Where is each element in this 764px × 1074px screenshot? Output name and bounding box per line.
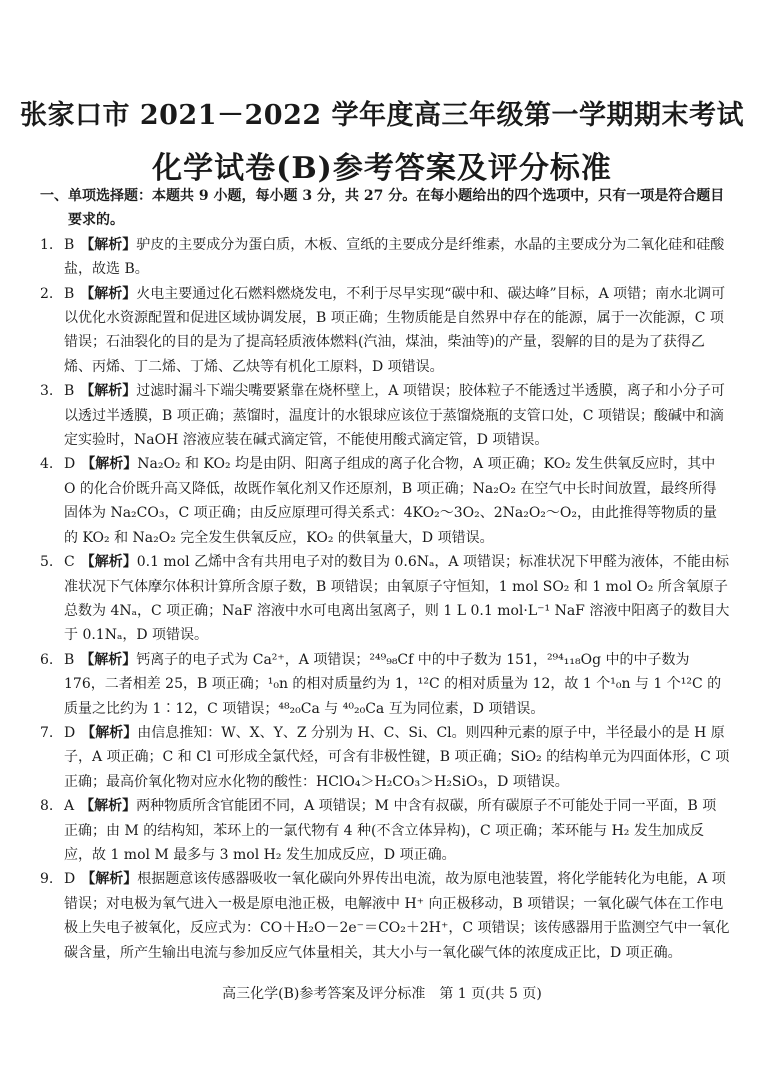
answer-letter: B [64,236,75,253]
answer-item [40,233,730,282]
analysis-tag: 【解析】 [81,456,138,473]
answer-item [40,282,730,380]
answer-letter: D [64,724,76,741]
exam-title: 张家口市 2021－2022 学年度高三年级第一学期期末考试 [19,100,745,131]
item-body [64,550,730,648]
analysis-text: 钙离子的电子式为 Ca²⁺，A 项错误；²⁴⁹₉₈Cf 中的中子数为 151，²⁹⁴₁₁₈Og 中的中子数为 176，二者相差 25，B 项正确；¹₀n 的相对质量约为 1，¹²C 的相对质量为 12，故 1 个¹₀n 与 1 个¹²C 的质量之比约为 1∶12，C 项错误；⁴⁸₂₀Ca 与 ⁴⁰₂₀Ca 互为同位素，D 项错误。 [64,651,722,717]
answer-list [40,233,730,965]
item-number: 4. [40,456,54,473]
analysis-tag: 【解析】 [81,724,138,741]
analysis-text: 驴皮的主要成分为蛋白质，木板、宣纸的主要成分是纤维素，水晶的主要成分为二氧化硅和硅酸盐，故选 B。 [64,236,725,278]
analysis-text: 过滤时漏斗下端尖嘴要紧靠在烧杯壁上，A 项错误；胶体粒子不能透过半透膜，离子和小分子可以透过半透膜，B 项正确；蒸馏时，温度计的水银球应该位于蒸馏烧瓶的支管口处，C 项错误；酸碱中和滴定实验时，NaOH 溶液应装在碱式滴定管，不能使用酸式滴定管，D 项错误。 [64,383,725,449]
item-body [64,648,730,721]
analysis-text: 由信息推知：W、X、Y、Z 分别为 H、C、Si、Cl。则四种元素的原子中，半径最小的是 H 原子，A 项正确；C 和 Cl 可形成全氯代烃，可含有非极性键，B 项正确；SiO₂ 的结构单元为四面体形，C 项正确；最高价氧化物对应水化物的酸性：HClO₄＞H₂CO₃＞H₂SiO₃，D 项错误。 [64,724,730,790]
answer-item [40,452,730,550]
answer-letter: B [64,285,75,302]
item-number: 7. [40,724,54,741]
item-body [64,282,730,380]
analysis-text: 0.1 mol 乙烯中含有共用电子对的数目为 0.6Nₐ，A 项错误；标准状况下甲醛为液体，不能由标准状况下气体摩尔体积计算所含原子数，B 项错误；由氧原子守恒知，1 mol SO₂ 和 1 mol O₂ 所含氧原子总数为 4Nₐ，C 项正确；NaF 溶液中水可电离出氢离子，则 1 L 0.1 mol·L⁻¹ NaF 溶液中阳离子的数目大于 0.1Nₐ，D 项错误。 [64,554,730,644]
item-number: 9. [40,871,54,888]
analysis-tag: 【解析】 [80,651,137,668]
answer-item [40,794,730,867]
analysis-tag: 【解析】 [80,554,137,571]
item-number: 2. [40,285,54,302]
item-body [64,794,730,867]
answer-item [40,721,730,794]
item-number: 8. [40,798,54,815]
answer-letter: B [64,651,75,668]
item-body [64,452,730,550]
item-body [64,721,730,794]
section-heading: 一、单项选择题：本题共 9 小题，每小题 3 分，共 27 分。在每小题给出的四个选项中，只有一项是符合题目要求的。 [40,188,725,229]
item-body [64,233,730,282]
answer-letter: B [64,383,75,400]
page-footer: 高三化学(B)参考答案及评分标准 第 1 页(共 5 页) [222,986,542,1002]
answer-letter: C [64,554,75,571]
analysis-text: Na₂O₂ 和 KO₂ 均是由阴、阳离子组成的离子化合物，A 项正确；KO₂ 发生供氧反应时，其中 O 的化合价既升高又降低，故既作氧化剂又作还原剂，B 项正确；Na₂O₂ 在空气中长时间放置，最终所得固体为 Na₂CO₃，C 项正确；由反应原理可得关系式：4KO₂～3O₂、2Na₂O₂～O₂，由此推得等物质的量的 KO₂ 和 Na₂O₂ 完全发生供氧反应，KO₂ 的供氧量大，D 项错误。 [64,456,717,546]
analysis-tag: 【解析】 [81,871,138,888]
analysis-text: 两种物质所含官能团不同，A 项错误；M 中含有叔碳，所有碳原子不可能处于同一平面，B 项正确；由 M 的结构知，苯环上的一氯代物有 4 种(不含立体异构)，C 项正确；苯环能与 H₂ 发生加成反应，故 1 mol M 最多与 3 mol H₂ 发生加成反应，D 项正确。 [64,798,717,863]
item-number: 5. [40,554,54,571]
answer-letter: D [64,456,76,473]
answer-item [40,648,730,721]
answer-item [40,550,730,648]
analysis-text: 火电主要通过化石燃料燃烧发电，不利于尽早实现“碳中和、碳达峰”目标，A 项错；南水北调可以优化水资源配置和促进区域协调发展，B 项正确；生物质能是自然界中存在的能源，属于一次能源，C 项错误；石油裂化的目的是为了提高轻质液体燃料(汽油，煤油，柴油等)的产量，裂解的目的是为了获得乙烯、丙烯、丁二烯、丁烯、乙炔等有机化工原料，D 项错误。 [64,285,726,375]
analysis-tag: 【解析】 [80,798,137,815]
analysis-tag: 【解析】 [80,285,137,302]
item-body [64,379,730,452]
item-number: 6. [40,651,54,668]
item-body [64,867,730,965]
answer-key-title: 化学试卷(B)参考答案及评分标准 [152,151,612,186]
analysis-text: 根据题意该传感器吸收一氧化碳向外界传出电流，故为原电池装置，将化学能转化为电能，A 项错误；对电极为氧气进入一极是原电池正极，电解液中 H⁺ 向正极移动，B 项错误；一氧化碳气体在工作电极上失电子被氧化，反应式为：CO＋H₂O－2e⁻＝CO₂＋2H⁺，C 项错误；该传感器用于监测空气中一氧化碳含量，所产生输出电流与参加反应气体量相关，其大小与一氧化碳气体的浓度成正比，D 项正确。 [64,871,730,961]
analysis-tag: 【解析】 [80,383,137,400]
answer-body [40,184,730,965]
item-number: 3. [40,383,54,400]
answer-letter: D [64,871,76,888]
answer-letter: A [64,798,75,815]
analysis-tag: 【解析】 [80,236,137,253]
answer-item [40,379,730,452]
item-number: 1. [40,236,54,253]
answer-item [40,867,730,965]
